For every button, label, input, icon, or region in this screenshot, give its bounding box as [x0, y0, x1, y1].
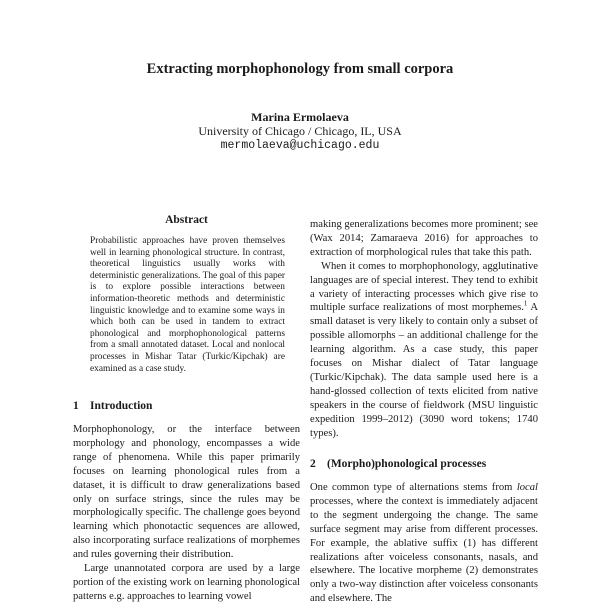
- section-2-text-b: processes, where the context is immediately adjacent to the segment undergoing the change. The same surface segment may arise from different processes. For example, the ablative suffix (1) has different realizations after voiceless consonants, nasals, and elsewhere. The locative morpheme (2) demonstrates only a two-way distinction after voiceless consonants and elsewhere. The: [310, 495, 538, 605]
- section-2-paragraph-1: [310, 481, 538, 606]
- section-2-title: (Morpho)phonological processes: [327, 458, 487, 470]
- right-paragraph-2-text-a: When it comes to morphophonology, agglutinative languages are of special interest. They tend to exhibit a variety of interacting processes which give rise to multiple surface realizations of most morphemes.: [310, 260, 538, 314]
- paper-title: Extracting morphophonology from small corpora: [146, 61, 454, 77]
- section-2-body: [310, 481, 538, 606]
- right-paragraph-1: making generalizations becomes more prominent; see (Wax 2014; Zamaraeva 2016) for approaches to extraction of morphological rules that take this path.: [310, 219, 538, 258]
- right-paragraph-2-text-b: A small dataset is very likely to contain only a subset of possible allomorphs – an additional challenge for the learning algorithm. As a case study, this paper focuses on Mishar dialect of Tatar language (Turkic/Kipchak). The data sample used here is a hand-glossed collection of texts elicited from native speakers in the course of fieldwork (MSU linguistic expedition 1999–2012) (3090 word tokens; 1740 types).: [310, 302, 538, 439]
- right-column-body: [310, 218, 538, 441]
- section-2-number: 2: [310, 458, 316, 470]
- section-1-body: [73, 423, 300, 604]
- abstract-text: Probabilistic approaches have proven themselves well in learning phonological structure. In contrast, theoretical linguistics usually works with deterministic generalizations. The goal of this paper is to explore possible interactions between information-theoretic methods and deterministic linguistic knowledge and to examine some ways in which both can be used in tandem to extract phonological and morphophonological patterns from a small annotated dataset. Local and nonlocal processes in Mishar Tatar (Turkic/Kipchak) are examined as a case study.: [90, 236, 285, 374]
- section-1-number: 1: [73, 400, 79, 412]
- section-1-paragraph-1: Morphophonology, or the interface between morphology and phonology, encompasses a wide range of phenomena. While this paper primarily focuses on learning phonological rules from a dataset, it is difficult to draw generalizations based only on surface strings, since the rules may be morphologically specific. The challenge goes beyond learning which phonotactic sequences are allowed, also incorporating surface realizations of morphemes and rules governing their distribution.: [73, 424, 300, 561]
- section-2-heading: [310, 458, 538, 470]
- section-2-emphasis: local: [516, 482, 538, 493]
- section-1-paragraph-2: Large unannotated corpora are used by a large portion of the existing work on learning phonological patterns e.g. approaches to learning vowel: [73, 563, 300, 602]
- section-2-text-a: One common type of alternations stems from: [310, 482, 517, 493]
- section-1-heading: [73, 400, 300, 412]
- footnote-mark[interactable]: 1: [523, 299, 528, 308]
- author-email[interactable]: mermolaeva@uchicago.edu: [220, 139, 380, 152]
- section-1-title: Introduction: [90, 400, 153, 412]
- abstract-heading: Abstract: [165, 214, 208, 226]
- author-name: Marina Ermolaeva: [251, 110, 349, 124]
- right-paragraph-2: [310, 260, 538, 441]
- author-affiliation: University of Chicago / Chicago, IL, USA: [198, 124, 402, 138]
